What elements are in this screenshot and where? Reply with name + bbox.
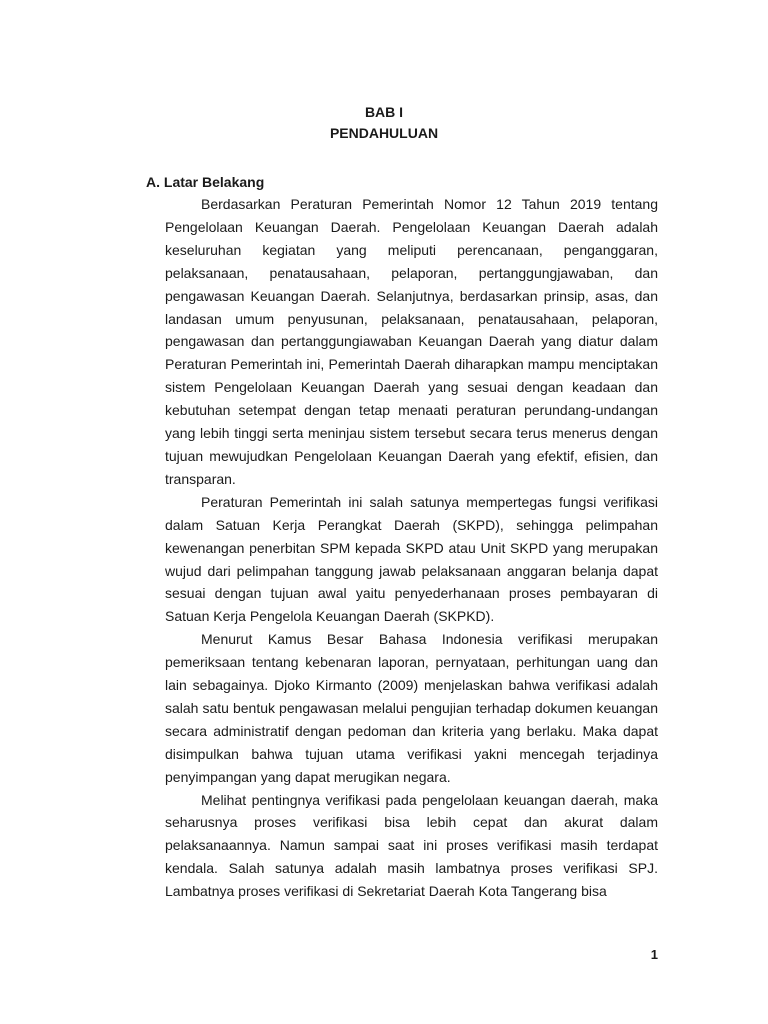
page-number: 1 bbox=[650, 947, 658, 962]
paragraph-3: Menurut Kamus Besar Bahasa Indonesia verifikasi merupakan pemeriksaan tentang kebenaran laporan, pernyataan, perhitungan uang dan lain sebagainya. Djoko Kirmanto (2009) menjelaskan bahwa verifikasi adalah salah satu bentuk pengawasan melalui pengujian terhadap dokumen keuangan secara administratif dengan pedoman dan kriteria yang berlaku. Maka dapat disimpulkan bahwa tujuan utama verifikasi yakni mencegah terjadinya penyimpangan yang dapat merugikan negara. bbox=[165, 631, 658, 785]
chapter-number: BAB I bbox=[364, 104, 404, 120]
chapter-title: PENDAHULUAN bbox=[329, 125, 439, 141]
paragraph-1: Berdasarkan Peraturan Pemerintah Nomor 12 Tahun 2019 tentang Pengelolaan Keuangan Daerah. Pengelolaan Keuangan Daerah adalah keseluruhan kegiatan yang meliputi perencanaan, penganggaran, pelaksanaan, penatausahaan, pelaporan, pertanggungjawaban, dan pengawasan Keuangan Daerah. Selanjutnya, berdasarkan prinsip, asas, dan landasan umum penyusunan, pelaksanaan, penatausahaan, pelaporan, pengawasan dan pertanggungiawaban Keuangan Daerah yang diatur dalam Peraturan Pemerintah ini, Pemerintah Daerah diharapkan mampu menciptakan sistem Pengelolaan Keuangan Daerah yang sesuai dengan keadaan dan kebutuhan setempat dengan tetap menaati peraturan perundang-undangan yang lebih tinggi serta meninjau sistem tersebut secara terus menerus dengan tujuan mewujudkan Pengelolaan Keuangan Daerah yang efektif, efisien, dan transparan. bbox=[165, 196, 658, 487]
paragraph-2: Peraturan Pemerintah ini salah satunya mempertegas fungsi verifikasi dalam Satuan Kerja Perangkat Daerah (SKPD), sehingga pelimpahan kewenangan penerbitan SPM kepada SKPD atau Unit SKPD yang merupakan wujud dari pelimpahan tanggung jawab pelaksanaan anggaran belanja dapat sesuai dengan tujuan awal yaitu penyederhanaan proses pembayaran di Satuan Kerja Pengelola Keuangan Daerah (SKPKD). bbox=[165, 493, 658, 625]
body-text bbox=[165, 193, 658, 903]
section-heading: A. Latar Belakang bbox=[146, 174, 265, 190]
paragraph-4: Melihat pentingnya verifikasi pada pengelolaan keuangan daerah, maka seharusnya proses verifikasi bisa lebih cepat dan akurat dalam pelaksanaannya. Namun sampai saat ini proses verifikasi masih terdapat kendala. Salah satunya adalah masih lambatnya proses verifikasi SPJ. Lambatnya proses verifikasi di Sekretariat Daerah Kota Tangerang bisa bbox=[165, 791, 658, 900]
